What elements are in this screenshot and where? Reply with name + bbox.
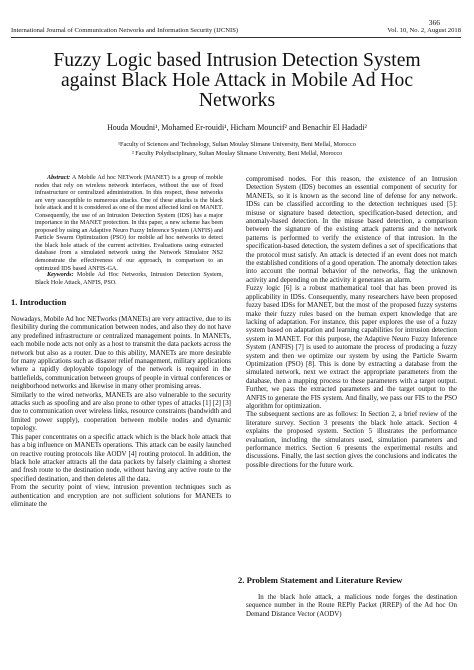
page-number: 366	[428, 18, 440, 27]
section-2-heading: 2. Problem Statement and Literature Review	[238, 575, 403, 585]
author-list: Houda Moudni¹, Mohamed Er-rouidi¹, Hicham Mouncif² and Benachir El Hadadi²	[107, 123, 367, 132]
abstract-text: A Mobile Ad hoc NETwork (MANET) is a group of mobile nodes that rely on wireless network interfaces, without the use of fixed infrastructure or centralized administration. In this respect, these networks are very susceptible to numerous attacks. One of these attacks is the black hole attack and it is considered as one of the most affected kind on MANET. Consequently, the use of an Intrusion Detection System (IDS) has a major importance in the MANET protection. In this paper, a new scheme has been proposed by using an Adaptive Neuro Fuzzy Inference System (ANFIS) and Particle Swarm Optimization (PSO) for mobile ad hoc networks to detect the black hole attack of the current activities. Evaluations using extracted database from a simulated network using the Network Simulator NS2 demonstrate the effectiveness of our approach, in comparison to an optimized IDS based ANFIS-GA.	[35, 175, 223, 272]
running-header	[11, 27, 461, 38]
keywords-text: Mobile Ad Hoc Networks, Intrusion Detection System, Black Hole Attack, ANFIS, PSO.	[35, 272, 223, 286]
paragraph: In the black hole attack, a malicious node forges the destination sequence number in the Route REPly Packet (RREP) of the Ad hoc On Demand Distance Vector (AODV)	[246, 593, 457, 618]
affiliation-1: ¹Faculty of Sciences and Technology, Sultan Moulay Slimane University, Beni Mellal, Morocco	[118, 141, 356, 148]
keywords	[35, 272, 223, 287]
paragraph: Similarly to the wired networks, MANETs are also vulnerable to the security attacks such as spoofing and are also prone to other types of attacks [1] [2] [3] due to communication over wireless links, resource constraints (bandwidth and limited power supply), cooperation between mobile nodes and dynamic topology.	[11, 390, 231, 433]
paragraph: From the security point of view, intrusion prevention techniques such as authentication and encryption are not sufficient solutions for MANETs to eliminate the	[11, 483, 231, 508]
abstract	[35, 175, 223, 273]
affiliation-2: ² Faculty Polydisciplinary, Sultan Moulay Slimane University, Beni Mellal, Morocco	[131, 150, 343, 157]
keywords-label: Keywords:	[47, 272, 74, 278]
paragraph: This paper concentrates on a specific attack which is the black hole attack that has a big influence on MANETs operations. This attack can be easily launched on reactive routing protocols like AODV [4] routing protocol. In addition, the black hole attacker attracts all the data packets by falsely claiming a shortest and fresh route to the destination node, without having any active route to the specified destination, and then deletes all the data.	[11, 432, 231, 483]
right-column-body	[246, 175, 457, 469]
introduction-body	[11, 315, 231, 508]
abstract-label: Abstract:	[47, 175, 71, 181]
paragraph: compromised nodes. For this reason, the existence of an Intrusion Detection System (IDS) becomes an essential component of security for MANETs, so it is known as the second line of defense for any network. IDSs can be classified according to the detection techniques used [5]: misuse or signature based detection, specification-based detection, and anomaly-based detection. In the misuse based detection, a comparison between the signature of the existing attack patterns and the network patterns is performed to verify the existence of that intrusion. In the specification-based detection, the system defines a set of specifications that the protocol must satisfy. An attack is detected if an event does not match the established conditions of a good operation. The anomaly detection takes into account the normal behavior of the networks, flag the unknown activity and depending on the activity it generates an alarm.	[246, 175, 457, 284]
paragraph: Fuzzy logic [6] is a robust mathematical tool that has been proved its applicability in IDSs. Consequently, many researchers have been proposed fuzzy based IDSs for MANET, but the most of the proposed fuzzy systems make their fuzzy rules based on the human expert knowledge that are lacking of adaptation. For instance, this paper explores the use of a fuzzy system based on adaptation and learning capabilities for intrusion detection system in MANET. For this purpose, the Adaptive Neuro Fuzzy Inference System (ANFIS) [7] is used to automate the process of producing a fuzzy system and then we optimize our system by using the Particle Swarm Optimization (PSO) [8]. This is done by extracting a database from the simulated network, next we extract the appropriate parameters from the database, then a mapping process to these parameters with a target output. Further, we pass the extracted parameters and the target output to the ANFIS to generate the FIS system. And finally, we pass our FIS to the PSO algorithm for optimization.	[246, 284, 457, 410]
paper-title: Fuzzy Logic based Intrusion Detection System against Black Hole Attack in Mobile Ad Hoc Networks	[53, 50, 421, 111]
journal-name: International Journal of Communication Networks and Information Security (IJCNIS)	[11, 27, 239, 34]
paragraph: Nowadays, Mobile Ad hoc NETworks (MANETs) are very attractive, due to its flexibility during the communication between nodes, and also they do not have any predefined infrastructure or centralized management points. In MANETs, each mobile node acts not only as a host to transmit the data packets across the network but also as a router. Due to this ability, MANETs are more desirable for many applications such as disaster relief management, military applications where a rapidly deployable topology of the network is required in the battlefields, communication between groups of people in virtual conferences or neighborhood networks and likewise in many other promising areas.	[11, 315, 232, 391]
paragraph: The subsequent sections are as follows: In Section 2, a brief review of the literature survey. Section 3 presents the black hole attack. Section 4 explains the proposed system. Section 5 illustrates the performance evaluation, including the simulators used, simulation parameters and performance metrics. Section 6 presents the experimental results and discussions. Finally, the last section gives the conclusions and indicates the possible directions for the future work.	[246, 410, 457, 469]
issue-info: Vol. 10, No. 2, August 2018	[387, 27, 461, 34]
section-1-heading: 1. Introduction	[11, 297, 67, 307]
section-2-body	[246, 593, 457, 618]
